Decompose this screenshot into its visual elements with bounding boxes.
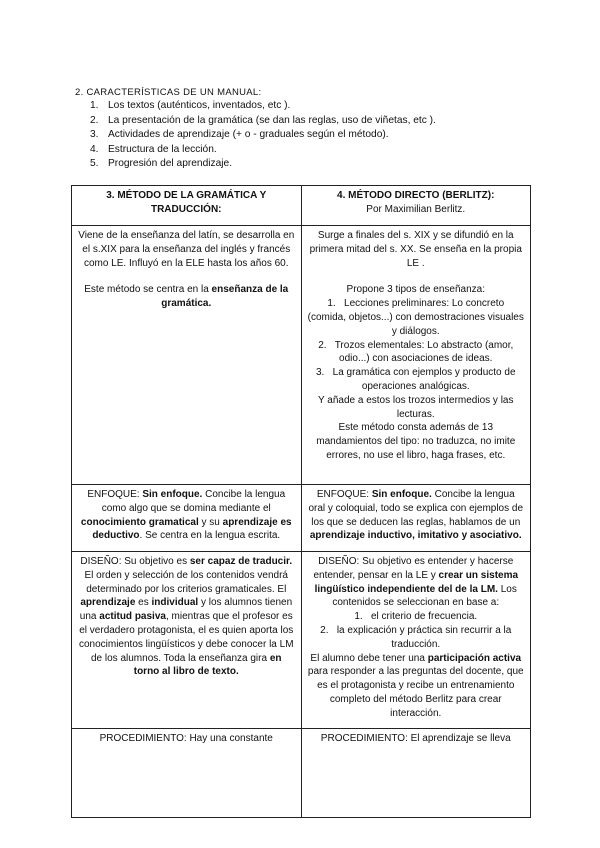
table-row xyxy=(72,226,531,485)
grammar-translation-header xyxy=(72,186,302,226)
origin-text: Surge a finales del s. XIX y se difundió en la primera mitad del s. XX. Se enseña en la propia LE . xyxy=(309,230,522,269)
origin-text: Viene de la enseñanza del latín, se desarrolla en el s.XIX para la enseñanza del inglés y francés como LE. Influyó en la ELE hasta los años 60. xyxy=(78,230,295,269)
list-item: 5. Progresión del aprendizaje. xyxy=(90,158,233,170)
table-row xyxy=(72,729,531,818)
addition-text: Y añade a estos los trozos intermedios y las lecturas. xyxy=(318,394,514,420)
manual-features-list xyxy=(90,99,436,172)
grammar-translation-intro xyxy=(72,226,302,485)
grammar-translation-enfoque: ENFOQUE: Sin enfoque. Concibe la lengua como algo que se domina mediante el conocimiento gramatical y su aprendizaje es deductivo. Se centra en la lengua escrita. xyxy=(72,485,302,552)
list-item: 2. La presentación de la gramática (se dan las reglas, uso de viñetas, etc ). xyxy=(90,114,436,126)
list-item: 2. la explicación y práctica sin recurrir a la traducción. xyxy=(320,624,512,650)
list-item: 2. Trozos elementales: Lo abstracto (amor, odio...) con asociaciones de ideas. xyxy=(318,339,514,365)
direct-method-title: 4. MÉTODO DIRECTO (BERLITZ): xyxy=(337,190,495,201)
direct-method-procedimiento: PROCEDIMIENTO: El aprendizaje se lleva xyxy=(301,729,531,818)
direct-method-diseno: DISEÑO: Su objetivo es entender y hacerse entender, pensar en la LE y crear un sistema lingüístico independiente del de la LM. Los contenidos se seleccionan en base a: 1. el criterio de frecuencia. 2. la explicación y práctica sin recurrir a la traducción. El alumno debe tener una participación activa para responder a las preguntas del docente, que es el protagonista y recibe un entrenamiento completo del método Berlitz para crear interacción. xyxy=(301,552,531,729)
focus-text: Este método se centra en la enseñanza de la gramática. xyxy=(84,284,289,310)
teaching-types-intro: Propone 3 tipos de enseñanza: xyxy=(346,284,485,296)
table-row xyxy=(72,552,531,729)
list-item: 3. La gramática con ejemplos y producto de operaciones analógicas. xyxy=(315,367,516,392)
grammar-translation-procedimiento: PROCEDIMIENTO: Hay una constante xyxy=(72,729,302,818)
list-item: 3. Actividades de aprendizaje (+ o - graduales según el método). xyxy=(90,129,389,141)
list-item: 4. Estructura de la lección. xyxy=(90,143,217,155)
mandates-text: Este método consta además de 13 mandamientos del tipo: no traduzca, no imite errores, no use el libro, haga frases, etc. xyxy=(316,422,516,461)
direct-method-enfoque: ENFOQUE: Sin enfoque. Concibe la lengua oral y coloquial, todo se explica con ejemplos de los que se deducen las reglas, hablamos de un aprendizaje inductivo, imitativo y asociativo. xyxy=(301,485,531,552)
grammar-translation-diseno: DISEÑO: Su objetivo es ser capaz de traducir. El orden y selección de los contenidos vendrá determinado por los criterios gramaticales. El aprendizaje es individual y los alumnos tienen una actitud pasiva, mientras que el profesor es el verdadero protagonista, el es quien aporta los conocimientos lingüísticos y debe conocer la LM de los alumnos. Toda la enseñanza gira en torno al libro de texto. xyxy=(72,552,302,729)
list-item: 1. el criterio de frecuencia. xyxy=(354,611,478,623)
table-header-row xyxy=(72,186,531,226)
methods-comparison-table xyxy=(71,185,531,818)
direct-method-author: Por Maximilian Berlitz. xyxy=(366,203,466,215)
grammar-translation-title: 3. MÉTODO DE LA GRAMÁTICA Y TRADUCCIÓN: xyxy=(106,190,267,215)
list-item: 1. Lecciones preliminares: Lo concreto (comida, objetos...) con demostraciones visuales y diálogos. xyxy=(307,298,524,337)
content-criteria-list xyxy=(308,610,525,651)
table-row xyxy=(72,485,531,552)
section-heading: 2. CARACTERÍSTICAS DE UN MANUAL: xyxy=(75,87,262,98)
teaching-types-list xyxy=(308,297,525,394)
list-item: 1. Los textos (auténticos, inventados, etc ). xyxy=(90,100,291,111)
direct-method-header xyxy=(301,186,531,226)
direct-method-intro xyxy=(301,226,531,485)
